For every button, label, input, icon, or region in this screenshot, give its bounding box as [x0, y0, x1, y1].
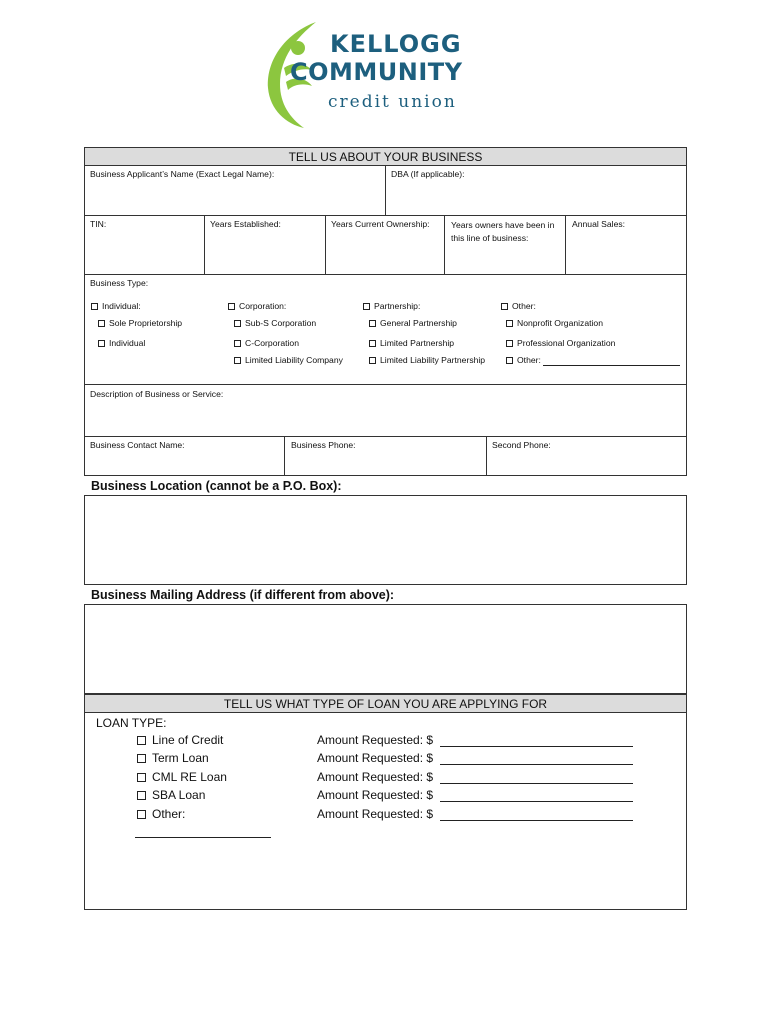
amount-line[interactable] — [440, 746, 633, 747]
type-other-sub[interactable]: Other: — [506, 355, 541, 366]
other-loan-line[interactable] — [135, 837, 271, 838]
checkbox[interactable] — [369, 357, 376, 364]
type-llc[interactable]: Limited Liability Company — [234, 355, 343, 366]
mailing-address-field[interactable] — [84, 604, 687, 694]
checkbox[interactable] — [137, 754, 146, 763]
loan-other[interactable]: Other: — [137, 807, 185, 821]
checkbox[interactable] — [137, 773, 146, 782]
type-sole-proprietorship[interactable]: Sole Proprietorship — [98, 318, 182, 329]
checkbox[interactable] — [234, 320, 241, 327]
logo-line-2: COMMUNITY — [290, 58, 463, 86]
type-individual-sub[interactable]: Individual — [98, 338, 145, 349]
business-location-field[interactable] — [84, 495, 687, 585]
checkbox[interactable] — [137, 810, 146, 819]
checkbox[interactable] — [228, 303, 235, 310]
amount-label-1: Amount Requested: $ — [317, 733, 434, 747]
loan-type-label: LOAN TYPE: — [96, 716, 167, 730]
type-general-partnership[interactable]: General Partnership — [369, 318, 457, 329]
loan-line-of-credit[interactable]: Line of Credit — [137, 733, 223, 747]
amount-line[interactable] — [440, 801, 633, 802]
checkbox[interactable] — [363, 303, 370, 310]
contact-name-field[interactable]: Business Contact Name: — [90, 440, 185, 450]
loan-sba[interactable]: SBA Loan — [137, 788, 205, 802]
checkbox[interactable] — [234, 357, 241, 364]
checkbox[interactable] — [137, 736, 146, 745]
business-type-label: Business Type: — [90, 278, 149, 288]
section-title-business: TELL US ABOUT YOUR BUSINESS — [84, 147, 687, 166]
logo-line-1: KELLOGG — [330, 30, 462, 58]
amount-line[interactable] — [440, 783, 633, 784]
checkbox[interactable] — [369, 320, 376, 327]
type-corporation[interactable]: Corporation: — [228, 301, 286, 312]
years-in-line-field[interactable]: Years owners have been in this line of business: — [451, 220, 555, 243]
section-title-loan: TELL US WHAT TYPE OF LOAN YOU ARE APPLYING FOR — [84, 694, 687, 713]
checkbox[interactable] — [137, 791, 146, 800]
loan-term-loan[interactable]: Term Loan — [137, 751, 209, 765]
amount-line[interactable] — [440, 764, 633, 765]
checkbox[interactable] — [91, 303, 98, 310]
checkbox[interactable] — [98, 320, 105, 327]
type-limited-partnership[interactable]: Limited Partnership — [369, 338, 454, 349]
applicant-name-field[interactable]: Business Applicant’s Name (Exact Legal Name): — [90, 169, 275, 179]
annual-sales-field[interactable]: Annual Sales: — [572, 219, 626, 229]
tin-field[interactable]: TIN: — [90, 219, 107, 229]
checkbox[interactable] — [506, 320, 513, 327]
checkbox[interactable] — [234, 340, 241, 347]
type-professional[interactable]: Professional Organization — [506, 338, 615, 349]
amount-label-2: Amount Requested: $ — [317, 751, 434, 765]
amount-line[interactable] — [440, 820, 633, 821]
years-established-field[interactable]: Years Established: — [210, 219, 281, 229]
business-location-heading: Business Location (cannot be a P.O. Box): — [91, 479, 342, 493]
business-phone-field[interactable]: Business Phone: — [291, 440, 356, 450]
type-individual[interactable]: Individual: — [91, 301, 141, 312]
type-sub-s[interactable]: Sub-S Corporation — [234, 318, 316, 329]
checkbox[interactable] — [506, 340, 513, 347]
description-field[interactable]: Description of Business or Service: — [90, 389, 224, 399]
checkbox[interactable] — [506, 357, 513, 364]
type-nonprofit[interactable]: Nonprofit Organization — [506, 318, 603, 329]
years-ownership-field[interactable]: Years Current Ownership: — [331, 219, 430, 229]
amount-label-3: Amount Requested: $ — [317, 770, 434, 784]
kellogg-logo — [258, 18, 478, 130]
type-llp[interactable]: Limited Liability Partnership — [369, 355, 485, 366]
amount-label-4: Amount Requested: $ — [317, 788, 434, 802]
loan-cml-re[interactable]: CML RE Loan — [137, 770, 227, 784]
second-phone-field[interactable]: Second Phone: — [492, 440, 551, 450]
dba-field[interactable]: DBA (If applicable): — [391, 169, 465, 179]
other-type-line[interactable] — [543, 365, 680, 366]
type-c-corp[interactable]: C-Corporation — [234, 338, 299, 349]
checkbox[interactable] — [369, 340, 376, 347]
amount-label-5: Amount Requested: $ — [317, 807, 434, 821]
checkbox[interactable] — [98, 340, 105, 347]
mailing-address-heading: Business Mailing Address (if different from above): — [91, 588, 395, 602]
type-other[interactable]: Other: — [501, 301, 536, 312]
logo-line-3: credit union — [328, 92, 457, 112]
type-partnership[interactable]: Partnership: — [363, 301, 420, 312]
checkbox[interactable] — [501, 303, 508, 310]
